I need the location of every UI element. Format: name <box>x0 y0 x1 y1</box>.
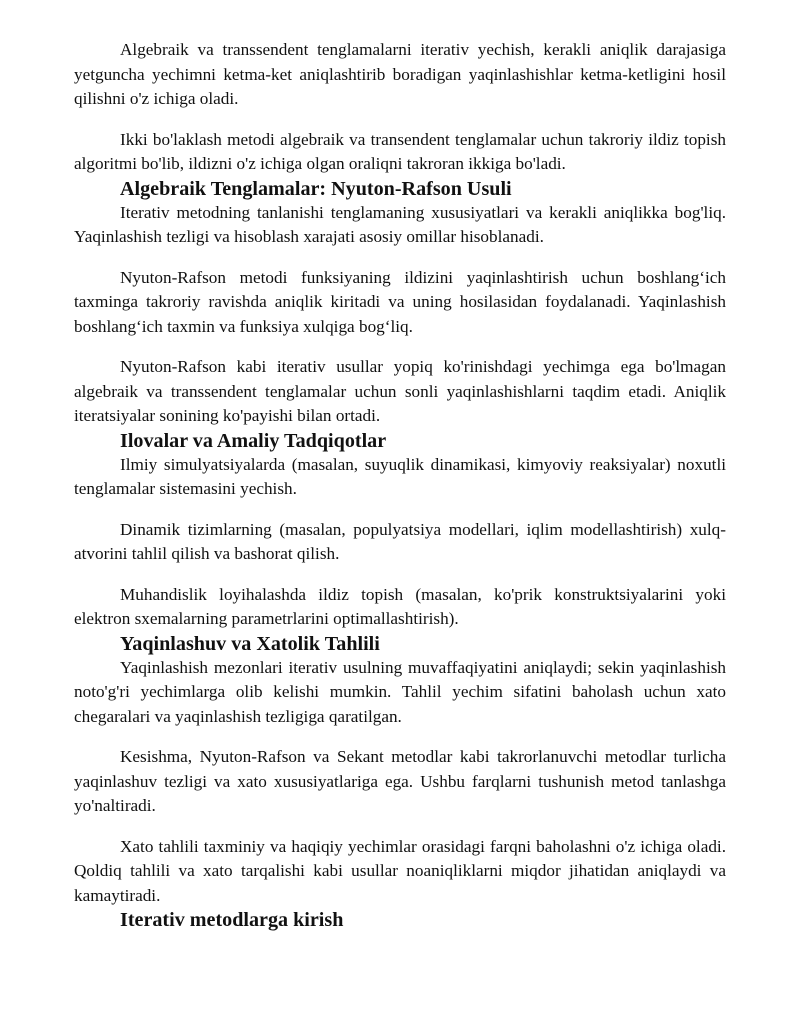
section-3-paragraph-1: Yaqinlashish mezonlari iterativ usulning muvaffaqiyatini aniqlaydi; sekin yaqinlashish noto'g'ri yechimlarga olib kelishi mumkin. Tahlil yechim sifatini baholash uchun xato chegaralari va yaqinlashish tezligiga qaratilgan. <box>74 657 726 726</box>
section-heading-iterative-intro: Iterativ metodlarga kirish <box>120 909 344 931</box>
section-3-paragraph-2: Kesishma, Nyuton-Rafson va Sekant metodlar kabi takrorlanuvchi metodlar turlicha yaqinlashuv tezligi va xato xususiyatlariga ega. Ushbu farqlarni tushunish metod tanlashga yo'naltiradi. <box>74 747 726 815</box>
section-2-paragraph-1: Ilmiy simulyatsiyalarda (masalan, suyuqlik dinamikasi, kimyoviy reaksiyalar) noxutli tenglamalar sistemasini yechish. <box>74 454 726 498</box>
section-1-paragraph-1: Iterativ metodning tanlanishi tenglamaning xususiyatlari va kerakli aniqlikka bog'liq. Yaqinlashish tezligi va hisoblash xarajati asosiy omillar hisoblanadi. <box>74 202 726 246</box>
section-2-paragraph-2: Dinamik tizimlarning (masalan, populyatsiya modellari, iqlim modellashtirish) xulq-atvorini tahlil qilish va bashorat qilish. <box>74 519 726 563</box>
intro-paragraph-2: Ikki bo'laklash metodi algebraik va transendent tenglamalar uchun takroriy ildiz topish algoritmi bo'lib, ildizni o'z ichiga olgan oraliqni takroran ikkiga bo'ladi. <box>74 129 726 173</box>
section-1-paragraph-2: Nyuton-Rafson metodi funksiyaning ildizini yaqinlashtirish uchun boshlang‘ich taxminga takroriy ravishda aniqlik kiritadi va uning hosilasidan foydalanadi. Yaqinlashish boshlang‘ich taxmin va funksiya xulqiga bog‘liq. <box>74 267 726 336</box>
intro-paragraph-1: Algebraik va transsendent tenglamalarni iterativ yechish, kerakli aniqlik darajasiga yetguncha yechimni ketma-ket aniqlashtirib boradigan yaqinlashishlar ketma-ketligini hosil qilishni o'z ichiga oladi. <box>74 40 726 108</box>
section-heading-applications: Ilovalar va Amaliy Tadqiqotlar <box>120 429 387 452</box>
section-heading-newton-raphson: Algebraik Tenglamalar: Nyuton-Rafson Usuli <box>120 177 512 200</box>
document-page <box>74 38 726 932</box>
section-1-paragraph-3: Nyuton-Rafson kabi iterativ usullar yopiq ko'rinishdagi yechimga ega bo'lmagan algebraik va transsendent tenglamalar uchun sonli yaqinlashishlarni taqdim etadi. Aniqlik iteratsiyalar sonining ko'payishi bilan ortadi. <box>74 357 726 425</box>
section-heading-convergence-error: Yaqinlashuv va Xatolik Tahlili <box>120 632 380 655</box>
section-3-paragraph-3: Xato tahlili taxminiy va haqiqiy yechimlar orasidagi farqni baholashni o'z ichiga oladi. Qoldiq tahlili va xato tarqalishi kabi usullar noaniqliklarni miqdor jihatidan aniqlaydi va kamaytiradi. <box>74 836 726 905</box>
section-2-paragraph-3: Muhandislik loyihalashda ildiz topish (masalan, ko'prik konstruktsiyalarini yoki elektron sxemalarning parametrlarini optimallashtirish). <box>74 584 726 628</box>
